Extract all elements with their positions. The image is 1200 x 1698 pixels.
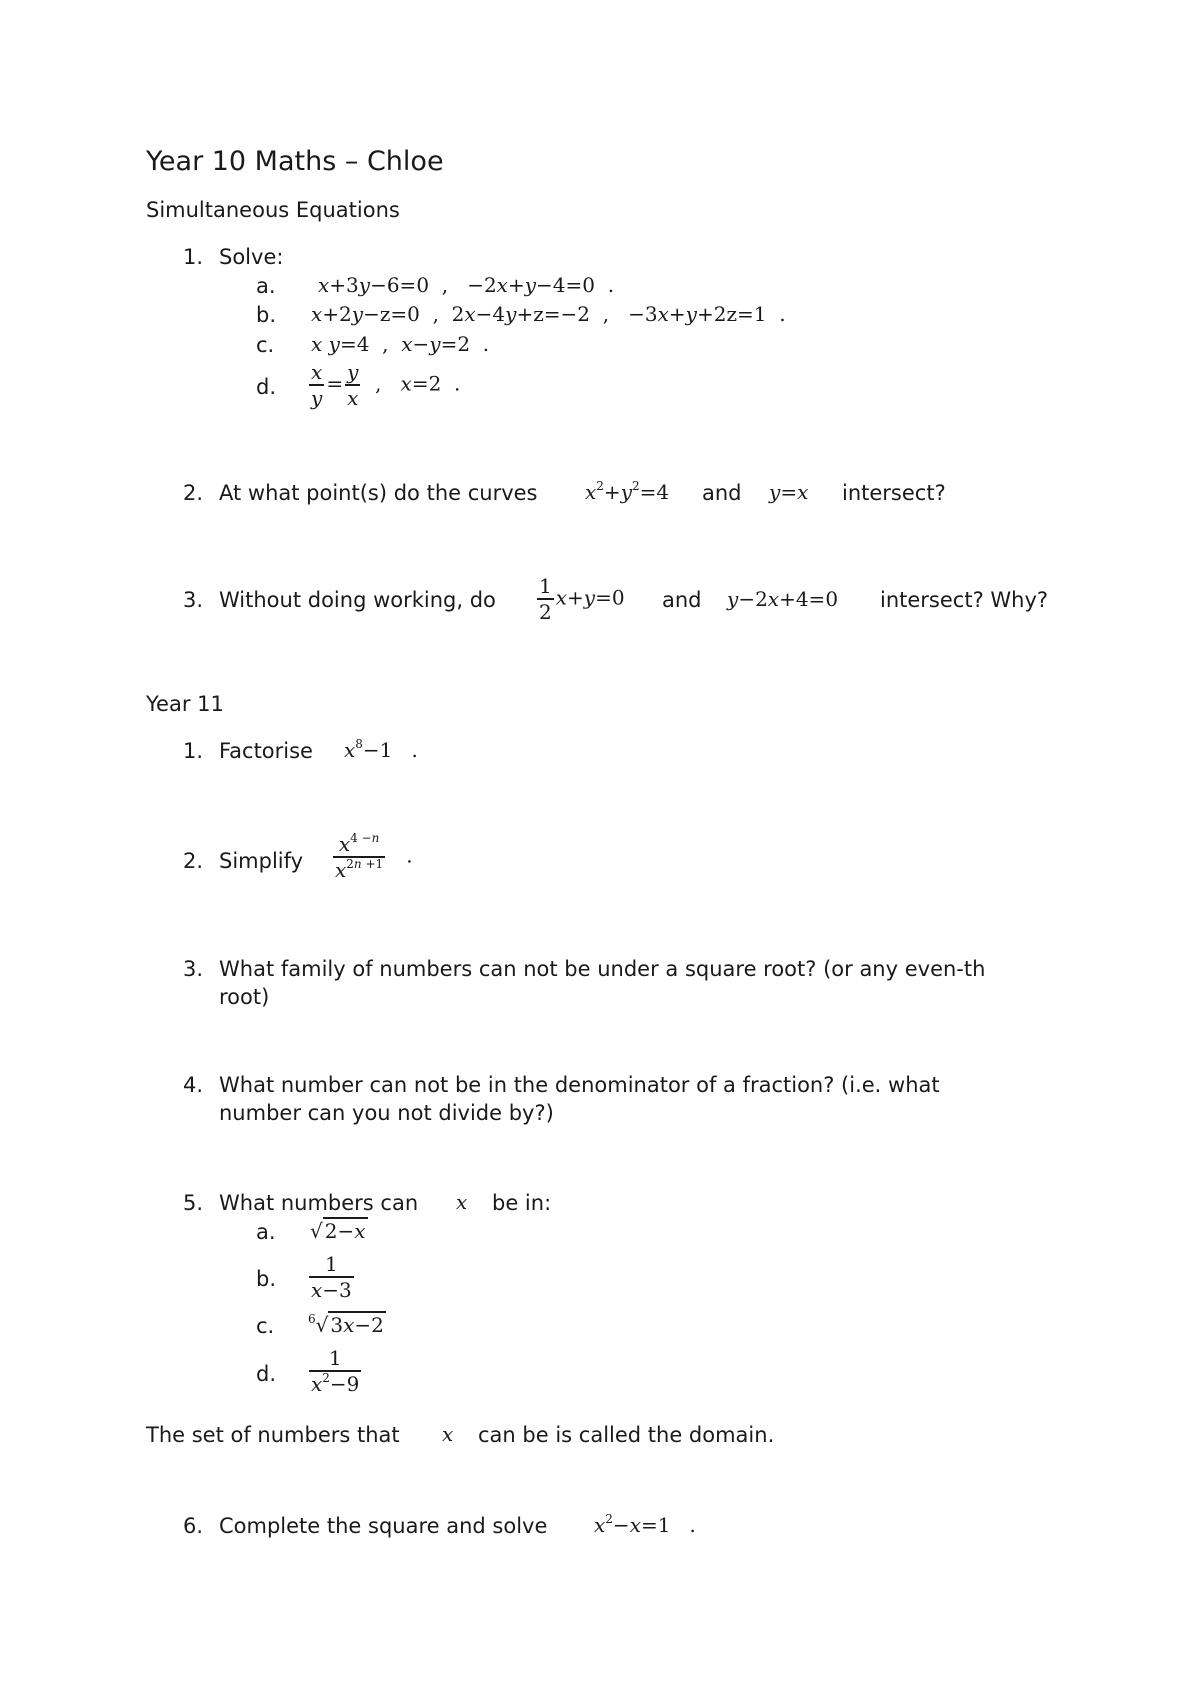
q3-text-post: intersect? Why? (880, 588, 1049, 612)
q2-line-equation: y=x (769, 480, 809, 504)
y11-q4-line2: number can you not divide by?) (219, 1101, 554, 1125)
y11-q4-number: 4. (183, 1073, 204, 1097)
q1a-letter: a. (256, 274, 276, 298)
q1b-equations: x+2y−z=0 , 2x−4y+z=−2 , −3x+y+2z=1 . (311, 302, 786, 326)
q2-text-pre: At what point(s) do the curves (219, 481, 538, 505)
domain-note-pre: The set of numbers that (146, 1423, 400, 1447)
q3-text-pre: Without doing working, do (219, 588, 496, 612)
section-heading-year11: Year 11 (146, 692, 224, 716)
q3-first-equation: $\frac{1}{2}$ x+y=0 (539, 574, 625, 624)
q3-second-equation: y−2x+4=0 (727, 587, 839, 611)
y11-q5a-letter: a. (256, 1220, 276, 1244)
q1d-letter: d. (256, 375, 277, 399)
q2-text-mid: and (702, 481, 742, 505)
y11-q3-line2: root) (219, 985, 270, 1009)
y11-q5-text-post: be in: (492, 1191, 552, 1215)
y11-q2-number: 2. (183, 849, 204, 873)
y11-q5c-expression: $^6$√ 3x−2 (308, 1312, 384, 1337)
y11-q5-number: 5. (183, 1191, 204, 1215)
q1b-letter: b. (256, 303, 277, 327)
y11-q3-number: 3. (183, 957, 204, 981)
y11-q6-label: Complete the square and solve (219, 1514, 548, 1538)
y11-q2-expression: $\frac{x^{4 -n}}{x^{2n +1}}$ . (335, 831, 413, 882)
q2-text-post: intersect? (842, 481, 946, 505)
q2-number: 2. (183, 481, 204, 505)
q1d-equations: $\frac{x}{y}$ = $\frac{y}{x}$ , x=2 . (311, 360, 461, 410)
domain-note-variable: x (442, 1422, 454, 1446)
y11-q6-number: 6. (183, 1514, 204, 1538)
y11-q1-label: Factorise (219, 739, 313, 763)
y11-q5c-letter: c. (256, 1314, 275, 1338)
y11-q6-equation: $x^2-x=1$ . (594, 1512, 696, 1537)
q1c-equations: x y=4 , x−y=2 . (311, 332, 490, 356)
y11-q5b-expression: $\frac{1}{x-3}$ (311, 1252, 352, 1302)
q1a-equations: x+3y−6=0 , −2x+y−4=0 . (318, 273, 615, 297)
y11-q4-line1: What number can not be in the denominator of a fraction? (i.e. what (219, 1073, 940, 1097)
y11-q5b-letter: b. (256, 1267, 277, 1291)
y11-q5d-letter: d. (256, 1362, 277, 1386)
y11-q3-line1: What family of numbers can not be under a square root? (or any even-th (219, 957, 986, 981)
y11-q1-expression: $x^8-1$ . (344, 737, 418, 762)
y11-q5-variable: x (456, 1190, 468, 1214)
section-heading-simultaneous: Simultaneous Equations (146, 198, 400, 222)
y11-q1-number: 1. (183, 739, 204, 763)
y11-q5-text-pre: What numbers can (219, 1191, 419, 1215)
q1-number: 1. (183, 245, 204, 269)
q1c-letter: c. (256, 333, 275, 357)
y11-q5d-expression: $\frac{1}{x^2-9}$ (311, 1346, 360, 1396)
y11-q5a-expression: √ 2−x (310, 1219, 366, 1243)
q1-label: Solve: (219, 245, 284, 269)
domain-note-post: can be is called the domain. (478, 1423, 775, 1447)
q3-number: 3. (183, 588, 204, 612)
q2-circle-equation: $x^2+y^2=4$ (585, 479, 670, 504)
page-title: Year 10 Maths – Chloe (146, 146, 444, 177)
y11-q2-label: Simplify (219, 849, 304, 873)
q3-text-mid: and (662, 588, 702, 612)
